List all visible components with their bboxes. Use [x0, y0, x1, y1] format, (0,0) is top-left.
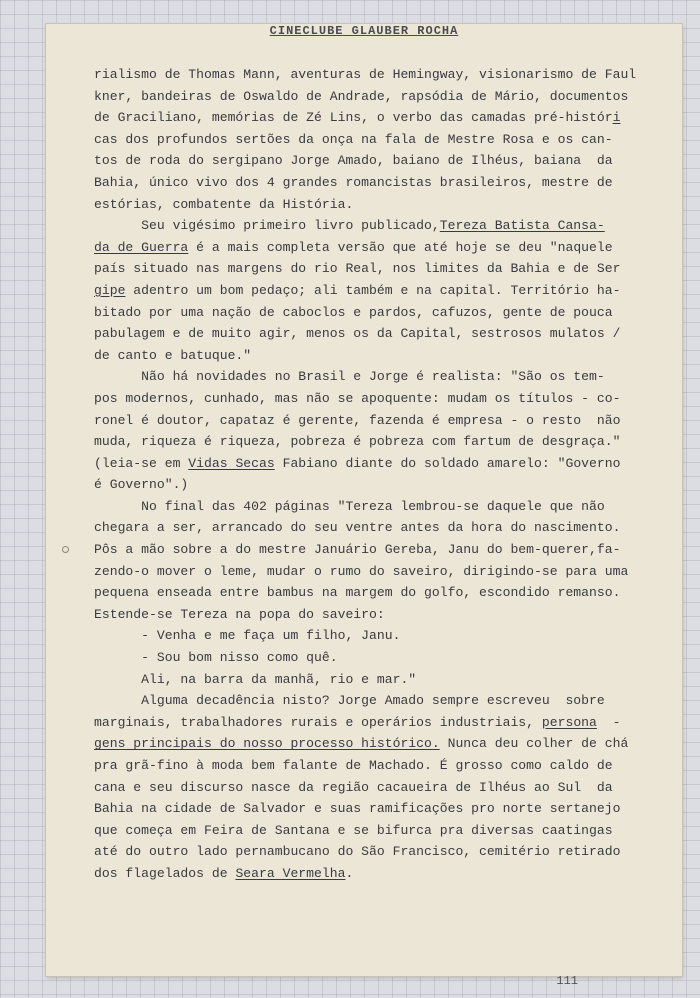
text-segment: - Sou bom nisso como quê. [94, 650, 338, 666]
text-line [94, 302, 654, 324]
text-line [94, 194, 654, 216]
text-line [94, 496, 654, 518]
text-line [94, 690, 654, 712]
text-segment: (leia-se em [94, 455, 189, 471]
underlined-text: persona [541, 714, 597, 730]
page-number: 111 [556, 974, 578, 988]
text-line [94, 582, 654, 604]
underlined-text: i [612, 110, 621, 126]
text-line [94, 150, 654, 172]
text-segment: adentro um bom pedaço; ali também e na capital. Território ha- [125, 282, 621, 298]
body-text [94, 64, 654, 885]
text-segment: pos modernos, cunhado, mas não se apoquente: mudam os títulos - co- [94, 390, 621, 406]
text-segment: estórias, combatente da História. [94, 196, 354, 212]
text-segment: chegara a ser, arrancado do seu ventre antes da hora do nascimento. [94, 520, 621, 536]
text-line [94, 388, 654, 410]
text-line [94, 604, 654, 626]
text-segment: marginais, trabalhadores rurais e operários industriais, [94, 714, 542, 730]
text-line [94, 625, 654, 647]
text-line [94, 237, 654, 259]
text-segment: é Governo".) [94, 477, 189, 493]
text-line [94, 777, 654, 799]
text-segment: zendo-o mover o leme, mudar o rumo do saveiro, dirigindo-se para uma [94, 563, 629, 579]
text-line [94, 107, 654, 129]
text-segment: Fabiano diante do soldado amarelo: "Governo [274, 455, 621, 471]
text-segment: Alguma decadência nisto? Jorge Amado sempre escreveu sobre [94, 693, 605, 709]
text-line [94, 129, 654, 151]
text-line [94, 539, 654, 561]
text-line [94, 798, 654, 820]
underlined-text: gipe [94, 282, 126, 298]
text-segment: No final das 402 páginas "Tereza lembrou-se daquele que não [94, 498, 605, 514]
text-segment: - Venha e me faça um filho, Janu. [94, 628, 401, 644]
text-line [94, 755, 654, 777]
text-line [94, 841, 654, 863]
text-segment: rialismo de Thomas Mann, aventuras de Hemingway, visionarismo de Faul [94, 67, 637, 82]
text-segment: de canto e batuque." [94, 347, 252, 363]
text-segment: dos flagelados de [94, 865, 236, 881]
text-line [94, 431, 654, 453]
text-segment: até do outro lado pernambucano do São Francisco, cemitério retirado [94, 844, 621, 860]
text-line [94, 474, 654, 496]
text-line [94, 453, 654, 475]
punch-hole-mark [62, 546, 69, 553]
text-line [94, 172, 654, 194]
page-header [46, 24, 682, 38]
text-line [94, 366, 654, 388]
text-line [94, 669, 654, 691]
text-segment: pra grã-fino à moda bem falante de Machado. É grosso como caldo de [94, 758, 613, 773]
text-line [94, 820, 654, 842]
text-segment: tos de roda do sergipano Jorge Amado, baiano de Ilhéus, baiana da [94, 153, 613, 169]
text-line [94, 517, 654, 539]
underlined-text: gens principais do nosso processo histórico. [94, 736, 440, 752]
text-line [94, 647, 654, 669]
text-line [94, 345, 654, 367]
typewritten-page [46, 24, 682, 988]
text-segment: Nunca deu colher de chá [439, 736, 629, 752]
text-line [94, 64, 654, 86]
text-segment: Estende-se Tereza na popa do saveiro: [94, 606, 385, 622]
text-line [94, 863, 654, 885]
text-segment: Bahia na cidade de Salvador e suas ramificações pro norte sertanejo [94, 801, 621, 817]
text-segment: de Graciliano, memórias de Zé Lins, o verbo das camadas pré-histór [94, 110, 613, 126]
text-segment: bitado por uma nação de caboclos e pardos, cafuzos, gente de pouca [94, 304, 613, 320]
text-line [94, 561, 654, 583]
text-segment: Ali, na barra da manhã, rio e mar." [94, 671, 417, 687]
text-line [94, 86, 654, 108]
text-segment: ronel é doutor, capataz é gerente, fazenda é empresa - o resto não [94, 412, 621, 428]
text-segment: é a mais completa versão que até hoje se deu "naquele [188, 239, 613, 255]
text-segment: - [596, 714, 621, 730]
text-line [94, 410, 654, 432]
text-segment: Pôs a mão sobre a do mestre Januário Gereba, Janu do bem-querer,fa- [94, 542, 621, 558]
text-segment: cana e seu discurso nasce da região cacaueira de Ilhéus ao Sul da [94, 779, 613, 795]
text-segment: Não há novidades no Brasil e Jorge é realista: "São os tem- [94, 369, 605, 385]
text-line [94, 733, 654, 755]
text-segment: . [345, 865, 354, 881]
text-segment: Bahia, único vivo dos 4 grandes romancistas brasileiros, mestre de [94, 174, 613, 190]
underlined-text: Tereza Batista Cansa- [439, 218, 605, 234]
text-segment: que começa em Feira de Santana e se bifurca pra diversas caatingas [94, 822, 613, 838]
text-line [94, 280, 654, 302]
underlined-text: Seara Vermelha [235, 865, 346, 881]
text-segment: Seu vigésimo primeiro livro publicado, [94, 218, 440, 234]
text-line [94, 712, 654, 734]
header-title: CINECLUBE GLAUBER ROCHA [269, 24, 459, 38]
text-segment: cas dos profundos sertões da onça na fala de Mestre Rosa e os can- [94, 131, 613, 147]
text-segment: pabulagem e de muito agir, menos os da Capital, sestrosos mulatos / [94, 326, 621, 342]
text-line [94, 258, 654, 280]
text-line [94, 215, 654, 237]
underlined-text: da de Guerra [94, 239, 189, 255]
underlined-text: Vidas Secas [188, 455, 275, 471]
text-segment: pequena enseada entre bambus na margem do golfo, escondido remanso. [94, 585, 621, 601]
text-segment: muda, riqueza é riqueza, pobreza é pobreza com fartum de desgraça." [94, 434, 621, 450]
text-segment: kner, bandeiras de Oswaldo de Andrade, rapsódia de Mário, documentos [94, 88, 629, 104]
text-line [94, 323, 654, 345]
text-segment: país situado nas margens do rio Real, nos limites da Bahia e de Ser [94, 261, 621, 277]
